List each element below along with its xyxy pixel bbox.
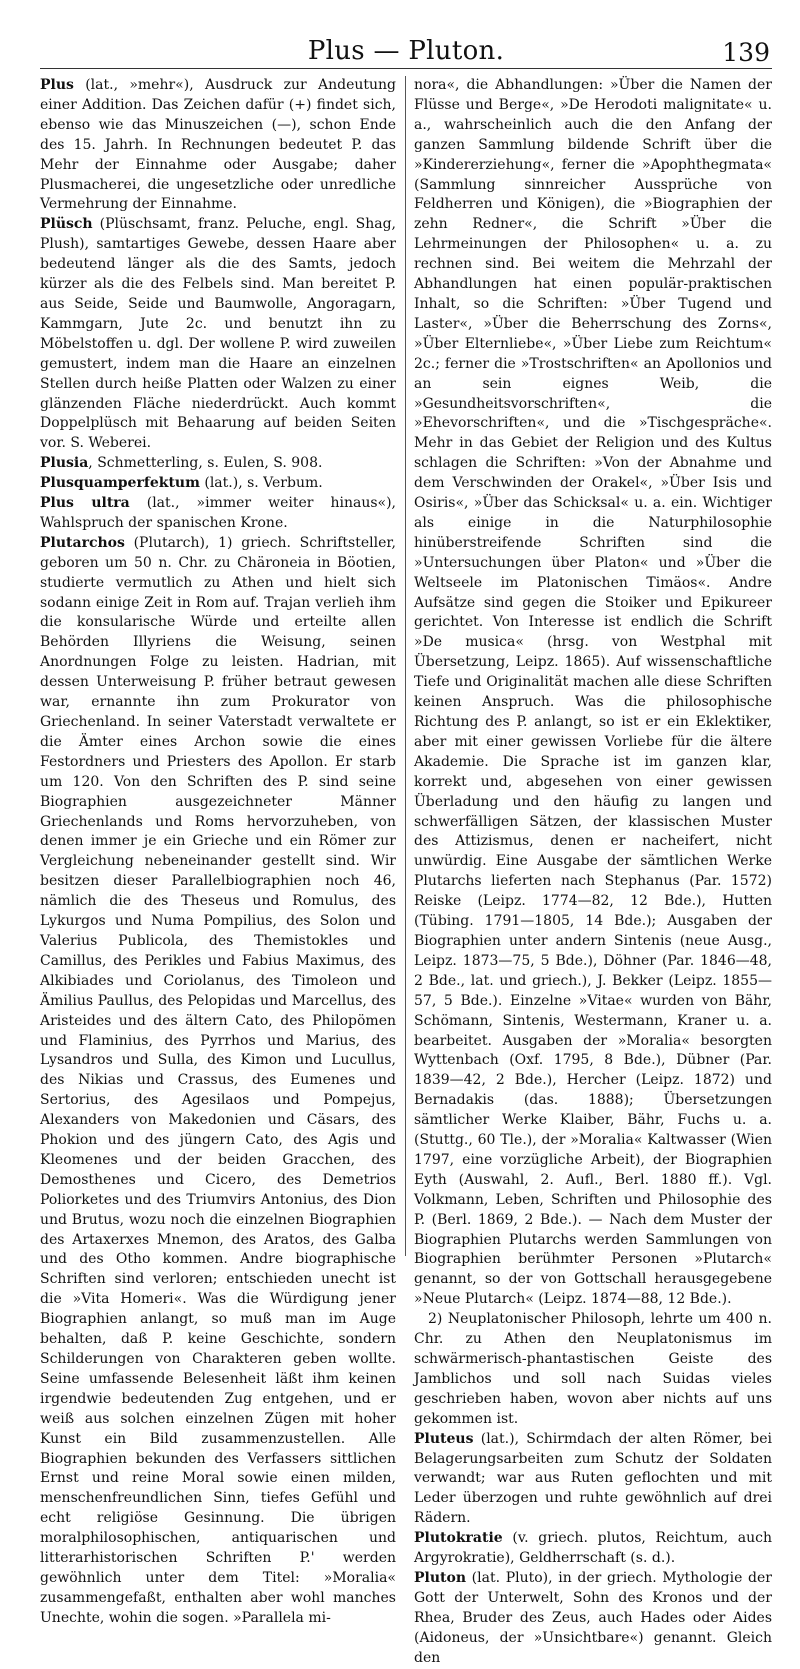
entry-headword: Plusia	[40, 455, 89, 472]
entry-text: (Plüschsamt, franz. Peluche, engl. Shag, Plush), samtartiges Gewebe, dessen Haare aber bedeutend länger als die des Samts, jedoch kürzer als die des Felbels sind. Man bereitet P. aus Seide, Seide und Baumwolle, Angoragarn, Kammgarn, Jute 2c. und benutzt ihn zu Möbelstoffen u. dgl. Der wollene P. wird zuweilen gemustert, indem man die Haare an einzelnen Stellen durch heiße Platten oder Walzen zu einer glänzenden Fläche niederdrückt. Auch kommt Doppelplüsch mit Behaarung auf beiden Seiten vor. S. Weberei.	[40, 216, 396, 452]
dictionary-entry	[414, 1569, 772, 1669]
entry-text: (v. griech. plutos, Reichtum, auch Argyrokratie), Geldherrschaft (s. d.).	[414, 1530, 772, 1567]
entry-headword: Plusquamperfektum	[40, 475, 200, 492]
page-number: 139	[722, 38, 770, 67]
dictionary-entry	[40, 534, 396, 1629]
column-divider	[405, 76, 406, 1256]
entry-text: (Plutarch), 1) griech. Schriftsteller, geboren um 50 n. Chr. zu Chäroneia in Böotien, studierte vermutlich zu Athen und hielt sich sodann einige Zeit in Rom auf. Trajan verlieh ihm die konsularische Würde und erteilte allen Behörden Illyriens die Weisung, seinen Anordnungen Folge zu leisten. Hadrian, mit dessen Unterweisung P. früher betraut gewesen war, ernannte ihn zum Prokurator von Griechenland. In seiner Vaterstadt verwaltete er die Ämter eines Archon sowie die eines Festordners und Priesters des Apollon. Er starb um 120. Von den Schriften des P. sind seine Biographien ausgezeichneter Männer Griechenlands und Roms hervorzuheben, von denen immer je ein Grieche und ein Römer zur Vergleichung nebeneinander gestellt sind. Wir besitzen dieser Parallelbiographien noch 46, nämlich die des Theseus und Romulus, des Lykurgos und Numa Pompilius, des Solon und Valerius Publicola, des Themistokles und Camillus, des Perikles und Fabius Maximus, des Alkibiades und Coriolanus, des Timoleon und Ämilius Paullus, des Pelopidas und Marcellus, des Aristeides und des ältern Cato, des Philopömen und Flaminius, des Pyrrhos und Marius, des Lysandros und Sulla, des Kimon und Lucullus, des Nikias und Crassus, des Eumenes und Sertorius, des Agesilaos und Pompejus, Alexanders von Makedonien und Cäsars, des Phokion und des jüngern Cato, des Agis und Kleomenes und der beiden Gracchen, des Demosthenes und Cicero, des Demetrios Poliorketes und des Triumvirs Antonius, des Dion und Brutus, wozu noch die einzelnen Biographien des Artaxerxes Mnemon, des Aratos, des Galba und des Otho kommen. Andre biographische Schriften sind verloren; entschieden unecht ist die »Vita Homeri«. Was die Würdigung jener Biographien anlangt, so muß man im Auge behalten, daß P. keine Geschichte, sondern Schilderungen von Charakteren geben wollte. Seine umfassende Belesenheit läßt ihm keinen irgendwie bedeutenden Zug entgehen, und er weiß aus solchen einzelnen Zügen mit hoher Kunst ein Bild zusammenzustellen. Alle Biographien bekunden des Verfassers sittlichen Ernst und reine Moral sowie einen milden, menschenfreundlichen Sinn, tiefes Gefühl und echt religiöse Gesinnung. Die übrigen moralphilosophischen, antiquarischen und litterarhistorischen Schriften P.' werden gewöhnlich unter dem Titel: »Moralia« zusammengefaßt, enthalten aber wohl manches Unechte, wohin die sogen. »Parallela mi-	[40, 534, 396, 1626]
entry-headword: Pluteus	[414, 1430, 474, 1447]
entry-headword: Pluton	[414, 1569, 467, 1586]
entry-headword: Plüsch	[40, 216, 93, 233]
running-title: Plus — Pluton.	[307, 36, 505, 66]
dictionary-entry	[40, 76, 396, 215]
entry-text: (lat. Pluto), in der griech. Mythologie der Gott der Unterwelt, Sohn des Kronos und der Rhea, Bruder des Zeus, auch Hades oder Aides (Aidoneus, der »Unsichtbare«) genannt. Gleich den	[414, 1569, 772, 1666]
page-header	[40, 28, 772, 69]
dictionary-entry	[414, 1430, 772, 1530]
entry-text: (lat.), Schirmdach der alten Römer, bei Belagerungsarbeiten zum Schutz der Soldaten verwandt; war aus Ruten geflochten und mit Leder überzogen und ruhte gewöhnlich auf drei Rädern.	[414, 1430, 772, 1527]
entry-headword: Plus	[40, 77, 74, 93]
left-column	[40, 76, 396, 1626]
dictionary-entry	[40, 215, 396, 454]
entry-text: (lat.), s. Verbum.	[199, 475, 323, 492]
entry-headword: Plutarchos	[40, 534, 125, 551]
dictionary-entry	[40, 454, 396, 474]
entry-headword: Plus ultra	[40, 495, 130, 512]
entry-text: (lat., »immer weiter hinaus«), Wahlspruch der spanischen Krone.	[40, 495, 396, 531]
dictionary-entry	[414, 1529, 772, 1569]
dictionary-entry	[40, 474, 396, 494]
dictionary-entry	[414, 1310, 772, 1429]
entry-text: nora«, die Abhandlungen: »Über die Namen der Flüsse und Berge«, »De Herodoti malignitate« u. a., wahrscheinlich auch die den Anfang der ganzen Sammlung bildende Schrift über die »Kindererziehung«, ferner die »Apophthegmata« (Sammlung sinnreicher Aussprüche von Feldherren und Königen), die »Biographien der zehn Redner«, die Schrift »Über die Lehrmeinungen der Philosophen« u. a. zu rechnen sind. Bei weitem die Mehrzahl der Abhandlungen hat einen populär-praktischen Inhalt, so die Schriften: »Über Tugend und Laster«, »Über die Beherrschung des Zorns«, »Über Elternliebe«, »Über Liebe zum Reichtum« 2c.; ferner die »Trostschriften« an Apollonios und an sein eignes Weib, die »Gesundheitsvorschriften«, die »Ehevorschriften«, und die »Tischgespräche«. Mehr in das Gebiet der Religion und des Kultus schlagen die Schriften: »Von der Abnahme und dem Verschwinden der Orakel«, »Über Isis und Osiris«, »Über das Schicksal« u. a. ein. Wichtiger als einige in die Naturphilosophie hinüberstreifende Schriften sind die »Untersuchungen über Platon« und »Über die Weltseele im Platonischen Timäos«. Andre Aufsätze sind gegen die Stoiker und Epikureer gerichtet. Von Interesse ist endlich die Schrift »De musica« (hrsg. von Westphal mit Übersetzung, Leipz. 1865). Auf wissenschaftliche Tiefe und Originalität machen alle diese Schriften keinen Anspruch. Was die philosophische Richtung des P. anlangt, so ist er ein Eklektiker, aber mit einer gewissen Vorliebe für die ältere Akademie. Die Sprache ist im ganzen klar, korrekt und, abgesehen von einer gewissen Überladung und den häufig zu langen und schwerfälligen Sätzen, der klassischen Muster des Attizismus, denen er nacheifert, nicht unwürdig. Eine Ausgabe der sämtlichen Werke Plutarchs lieferten nach Stephanus (Par. 1572) Reiske (Leipz. 1774—82, 12 Bde.), Hutten (Tübing. 1791—1805, 14 Bde.); Ausgaben der Biographien unter andern Sintenis (neue Ausg., Leipz. 1873—75, 5 Bde.), Döhner (Par. 1846—48, 2 Bde., lat. und griech.), J. Bekker (Leipz. 1855—57, 5 Bde.). Einzelne »Vitae« wurden von Bähr, Schömann, Sintenis, Westermann, Kraner u. a. bearbeitet. Ausgaben der »Moralia« besorgten Wyttenbach (Oxf. 1795, 8 Bde.), Dübner (Par. 1839—42, 2 Bde.), Hercher (Leipz. 1872) und Bernadakis (das. 1888); Übersetzungen sämtlicher Werke Klaiber, Bähr, Fuchs u. a. (Stuttg., 60 Tle.), der »Moralia« Kaltwasser (Wien 1797, eine vorzügliche Arbeit), der Biographien Eyth (Auswahl, 2. Aufl., Berl. 1880 ff.). Vgl. Volkmann, Leben, Schriften und Philosophie des P. (Berl. 1869, 2 Bde.). — Nach dem Muster der Biographien Plutarchs werden Sammlungen von Biographien berühmter Personen »Plutarch« genannt, so der von Gottschall herausgegebene »Neue Plutarch« (Leipz. 1874—88, 12 Bde.).	[414, 77, 772, 1308]
dictionary-entry	[414, 76, 772, 1310]
dictionary-entry	[40, 494, 396, 534]
entry-text: (lat., »mehr«), Ausdruck zur Andeutung einer Addition. Das Zeichen dafür (+) findet sich, ebenso wie das Minuszeichen (—), schon Ende des 15. Jahrh. In Rechnungen bedeutet P. das Mehr der Einnahme oder Ausgabe; daher Plusmacherei, die ungesetzliche oder unredliche Vermehrung der Einnahme.	[40, 77, 396, 213]
entry-headword: Plutokratie	[414, 1530, 503, 1547]
entry-text: 2) Neuplatonischer Philosoph, lehrte um 400 n. Chr. zu Athen den Neuplatonismus im schwärmerisch-phantastischen Geiste des Jamblichos und soll nach Suidas vieles geschrieben haben, wovon aber nichts auf uns gekommen ist.	[414, 1311, 772, 1427]
right-column	[414, 76, 772, 1666]
entry-text: , Schmetterling, s. Eulen, S. 908.	[88, 455, 323, 472]
